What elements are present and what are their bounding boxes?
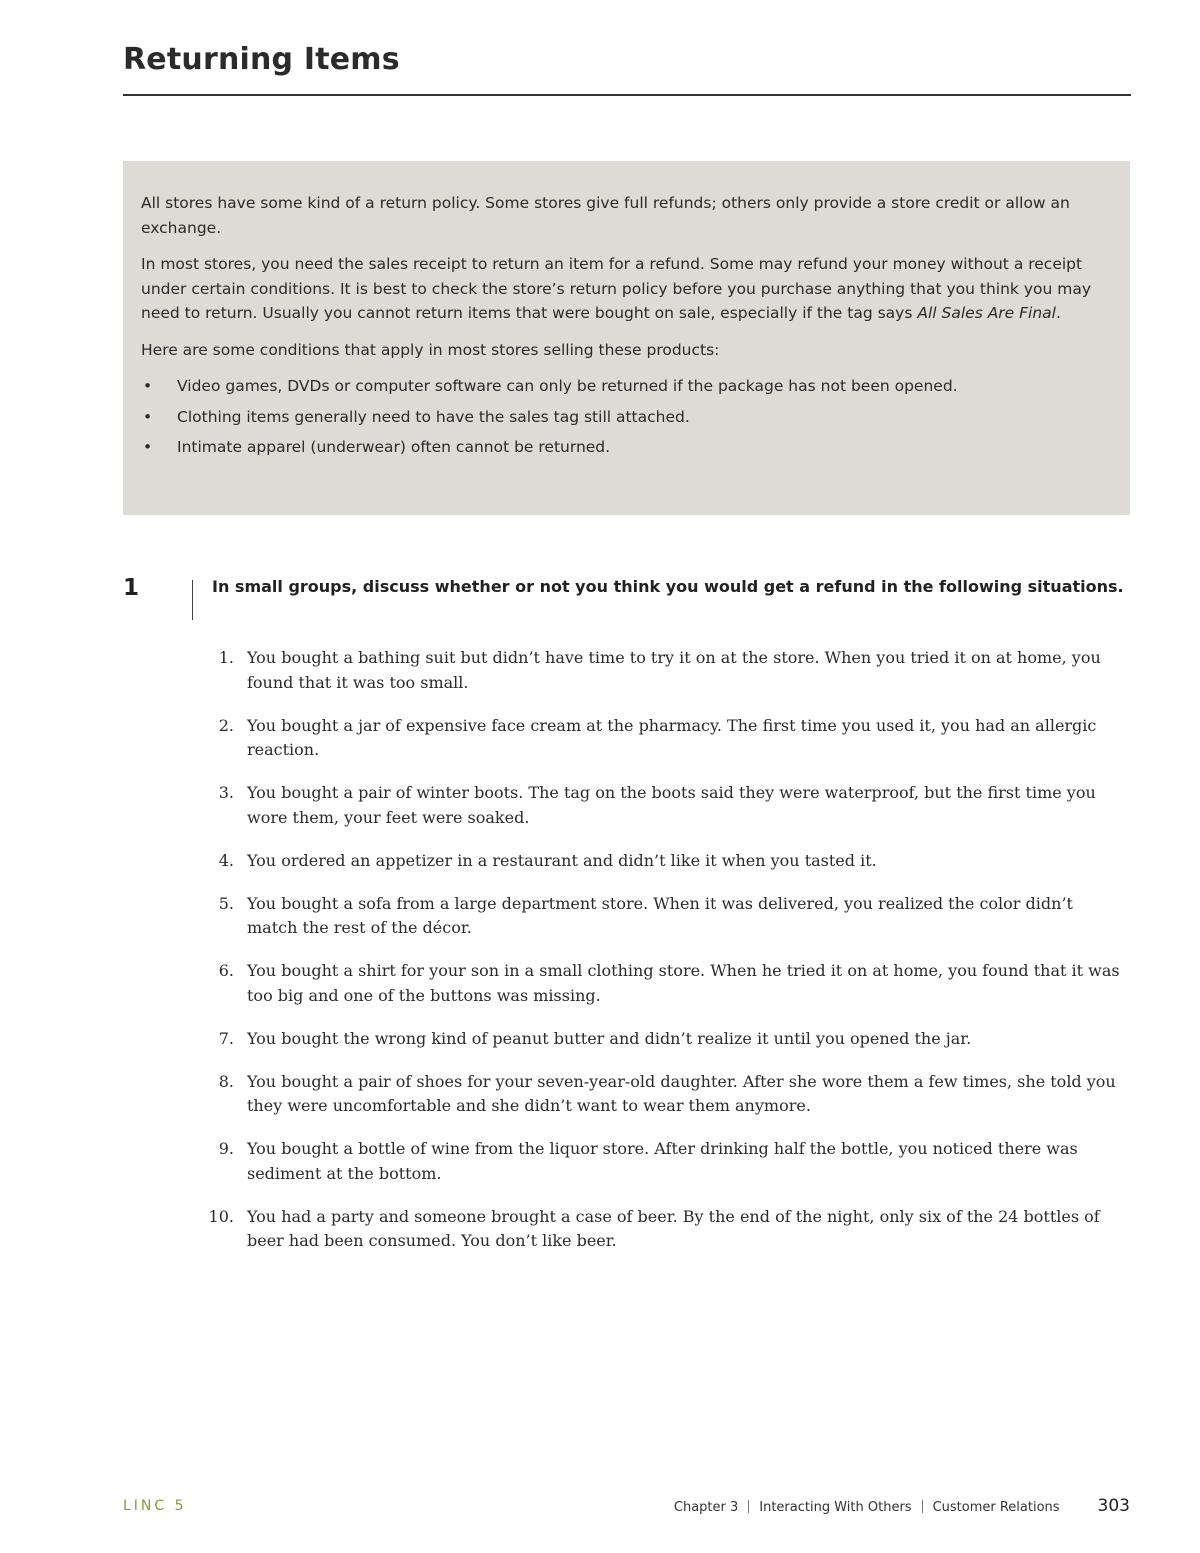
activity-divider xyxy=(192,580,193,620)
bullet-icon: • xyxy=(143,377,153,395)
activity-instruction: In small groups, discuss whether or not you think you would get a refund in the following situations. xyxy=(212,577,1124,596)
info-paragraph-2-text: In most stores, you need the sales receipt to return an item for a refund. Some may refund your money without a receipt under certain conditions. It is best to check the store’s return policy before you purchase anything that you think you may need to return. Usually you cannot return items that were bought on sale, especially if the tag says xyxy=(141,255,1091,322)
footer-chapter: Chapter 3 xyxy=(673,1500,739,1515)
footer-topic: Customer Relations xyxy=(932,1500,1060,1515)
footer-separator xyxy=(922,1500,923,1513)
situation-item xyxy=(196,781,1126,830)
situation-number: 5. xyxy=(218,893,234,913)
info-paragraph-2-end: . xyxy=(1056,304,1061,322)
situation-text: You bought a bottle of wine from the liquor store. After drinking half the bottle, you noticed there was sediment at the bottom. xyxy=(247,1139,1078,1183)
situation-item xyxy=(196,1027,1126,1052)
situation-number: 2. xyxy=(218,715,234,735)
situation-number: 3. xyxy=(218,783,234,802)
situation-text: You bought a sofa from a large department store. When it was delivered, you realized the color didn’t match the rest of the décor. xyxy=(247,893,1073,937)
situation-number: 8. xyxy=(218,1071,234,1091)
situation-text: You bought a pair of winter boots. The tag on the boots said they were waterproof, but the first time you wore them, your feet were soaked. xyxy=(247,783,1096,827)
situation-number: 10. xyxy=(208,1206,234,1226)
activity-number: 1 xyxy=(123,575,140,601)
situation-number: 9. xyxy=(218,1139,234,1158)
situation-text: You had a party and someone brought a case of beer. By the end of the night, only six of the 24 bottles of beer had been consumed. You don’t like beer. xyxy=(247,1206,1100,1250)
situation-item xyxy=(196,714,1126,763)
condition-text: Intimate apparel (underwear) often cannot be returned. xyxy=(177,438,611,456)
condition-item xyxy=(141,405,1106,430)
condition-item xyxy=(141,374,1106,399)
condition-item xyxy=(141,435,1106,460)
footer-unit: Interacting With Others xyxy=(759,1500,912,1515)
conditions-list xyxy=(141,374,1106,460)
info-paragraph-3: Here are some conditions that apply in most stores selling these products: xyxy=(141,340,720,359)
title-rule xyxy=(123,94,1131,96)
page-title: Returning Items xyxy=(123,42,400,77)
situation-item xyxy=(196,646,1126,695)
situation-item xyxy=(196,1137,1126,1186)
page-number: 303 xyxy=(1097,1496,1130,1516)
situation-text: You bought a shirt for your son in a small clothing store. When he tried it on at home, you found that it was too big and one of the buttons was missing. xyxy=(247,961,1120,1005)
situation-item xyxy=(196,849,1126,874)
all-sales-final-emphasis: All Sales Are Final xyxy=(917,304,1056,322)
situation-item xyxy=(196,892,1126,941)
situation-text: You ordered an appetizer in a restaurant and didn’t like it when you tasted it. xyxy=(247,850,877,870)
situation-number: 6. xyxy=(218,961,234,980)
info-paragraph-2 xyxy=(141,252,1106,326)
situation-text: You bought a pair of shoes for your seven-year-old daughter. After she wore them a few times, she told you they were uncomfortable and she didn’t want to wear them anymore. xyxy=(247,1071,1116,1115)
footer-breadcrumb xyxy=(674,1496,1130,1516)
condition-text: Video games, DVDs or computer software can only be returned if the package has not been opened. xyxy=(177,377,958,395)
info-box xyxy=(123,161,1130,515)
bullet-icon: • xyxy=(143,407,153,426)
situation-text: You bought a bathing suit but didn’t have time to try it on at the store. When you tried it on at home, you found that it was too small. xyxy=(247,648,1101,692)
situation-number: 4. xyxy=(218,850,234,870)
situation-item xyxy=(196,959,1126,1008)
footer-level: LINC 5 xyxy=(123,1498,187,1514)
condition-text: Clothing items generally need to have the sales tag still attached. xyxy=(177,407,690,426)
situation-item xyxy=(196,1070,1126,1119)
situation-number: 7. xyxy=(218,1028,234,1048)
situation-item xyxy=(196,1205,1126,1254)
situation-text: You bought the wrong kind of peanut butter and didn’t realize it until you opened the jar. xyxy=(247,1028,972,1048)
situation-number: 1. xyxy=(218,648,234,667)
info-paragraph-1: All stores have some kind of a return policy. Some stores give full refunds; others only provide a store credit or allow an exchange. xyxy=(141,194,1070,237)
situations-list xyxy=(196,646,1126,1272)
situation-text: You bought a jar of expensive face cream at the pharmacy. The first time you used it, you had an allergic reaction. xyxy=(247,715,1097,759)
footer-separator xyxy=(748,1500,749,1513)
bullet-icon: • xyxy=(143,438,153,456)
